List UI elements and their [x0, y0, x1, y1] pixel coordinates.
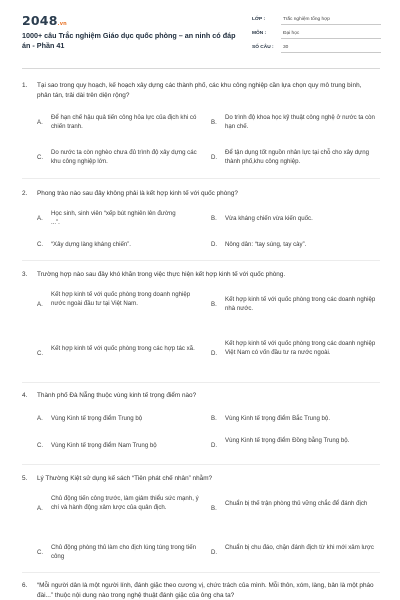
meta-subject-value: Đại học — [283, 31, 300, 36]
option-letter: C. — [37, 350, 44, 357]
question-separator — [22, 178, 380, 179]
option-letter: B. — [211, 119, 217, 126]
option-text: Học sinh, sinh viên “xếp bút nghiên lên đường ...”. — [51, 210, 176, 227]
option-text: Vùng Kinh tế trọng điểm Nam Trung bộ — [51, 442, 157, 449]
option-text: Kết hợp kinh tế với quốc phòng trong các hợp tác xã. — [51, 345, 195, 352]
option-letter: D. — [211, 442, 218, 449]
option-text: Chuẩn bị thế trận phòng thủ vững chắc để đánh địch — [225, 500, 368, 507]
option-letter: A. — [37, 415, 43, 422]
option-text: Vùng Kinh tế trọng điểm Bắc Trung bộ. — [225, 415, 331, 422]
option-letter: B. — [211, 415, 217, 422]
question-number: 4. — [22, 392, 28, 399]
option-text: Do nước ta còn nghèo chưa đủ trình độ xây dựng các khu công nghiệp lớn. — [51, 149, 197, 166]
question-number: 6. — [22, 582, 28, 589]
question-text: Phong trào nào sau đây không phải là kết hợp kinh tế với quốc phòng? — [37, 190, 238, 197]
option-letter: D. — [211, 241, 218, 248]
option-text: Vùng Kinh tế trọng điểm Trung bộ — [51, 415, 143, 422]
option-text: Để hạn chế hậu quả tiến công hỏa lực của địch khi có chiến tranh. — [51, 114, 197, 131]
option-letter: D. — [211, 154, 218, 161]
option-text: Để tận dụng tốt nguồn nhân lực tại chỗ cho xây dựng thành phố,khu công nghiệp. — [225, 149, 370, 166]
question-text: Thành phố Đà Nẵng thuộc vùng kinh tế trọng điểm nào? — [37, 392, 197, 399]
meta-underline — [281, 38, 381, 39]
logo-text: 2048 — [22, 13, 58, 28]
question-text: “Mỗi người dân là một người lính, đánh giặc theo cương vị, chức trách của mình. Mỗi thôn, xóm, làng, bản là một pháo đài...” thuộc nội dung nào trong nghệ thuật đánh giặc của ông cha ta? — [37, 582, 374, 599]
option-text: Do trình độ khoa học kỹ thuật công nghệ ở nước ta còn hạn chế. — [225, 114, 375, 131]
option-letter: A. — [37, 119, 43, 126]
option-letter: C. — [37, 442, 44, 449]
question-separator — [22, 260, 380, 261]
option-text: Vùng Kinh tế trọng điểm Đồng bằng Trung bộ. — [225, 437, 350, 444]
question-number: 1. — [22, 82, 28, 89]
option-letter: C. — [37, 154, 44, 161]
meta-underline — [281, 24, 381, 25]
meta-class-value: Trắc nghiệm tổng hợp — [283, 17, 330, 22]
option-letter: B. — [211, 215, 217, 222]
question-separator — [22, 464, 380, 465]
meta-count-key: SỐ CÂU : — [252, 45, 274, 50]
option-text: Chủ động phòng thủ làm cho địch lúng túng trong tiến công — [51, 544, 197, 561]
meta-class-key: LỚP : — [252, 17, 266, 22]
option-text: Chủ động tiến công trước, làm giảm thiểu sức mạnh, ý chí và hành động xâm lược của quân địch. — [51, 495, 199, 512]
question-number: 5. — [22, 475, 28, 482]
question-separator — [22, 572, 380, 573]
question-text: Lý Thường Kiệt sử dụng kế sách “Tiên phát chế nhân” nhằm? — [37, 475, 213, 482]
option-letter: D. — [211, 549, 218, 556]
question-text: Tại sao trong quy hoạch, kế hoạch xây dựng các thành phố, các khu công nghiệp cần lựa chọn quy mô trung bình, phân tán, trải dài trên diện rộng? — [37, 82, 362, 99]
option-letter: C. — [37, 549, 44, 556]
option-letter: B. — [211, 301, 217, 308]
option-letter: A. — [37, 505, 43, 512]
question-number: 2. — [22, 190, 28, 197]
option-letter: D. — [211, 350, 218, 357]
option-text: Nông dân: “tay súng, tay cày”. — [225, 241, 307, 248]
option-text: Vừa kháng chiến vừa kiến quốc. — [225, 215, 313, 222]
document-header — [0, 0, 400, 66]
option-text: Chuẩn bị chu đáo, chặn đánh địch từ khi mới xâm lược — [225, 544, 374, 551]
option-text: Kết hợp kinh tế với quốc phòng trong các doanh nghiệp Việt Nam có vốn đầu tư ra nước ngoài. — [225, 340, 376, 357]
option-letter: A. — [37, 215, 43, 222]
logo-suffix: .vn — [57, 21, 67, 27]
question-text: Trường hợp nào sau đây khó khăn trong việc thực hiện kết hợp kinh tế với quốc phòng. — [37, 271, 286, 278]
option-text: Kết hợp kinh tế với quốc phòng trong các doanh nghiệp nhà nước. — [225, 296, 376, 313]
option-letter: A. — [37, 301, 43, 308]
option-text: “Xây dựng làng kháng chiến”. — [51, 241, 131, 248]
meta-subject-key: MÔN : — [252, 31, 267, 36]
question-number: 3. — [22, 271, 28, 278]
meta-count-value: 30 — [283, 45, 289, 50]
meta-underline — [281, 52, 381, 53]
option-text: Kết hợp kinh tế với quốc phòng trong doanh nghiệp nước ngoài đầu tư tại Việt Nam. — [51, 291, 191, 308]
header-divider — [22, 68, 380, 69]
site-logo[interactable] — [22, 13, 67, 28]
document-title: 1000+ câu Trắc nghiệm Giáo dục quốc phòng – an ninh có đáp án - Phần 41 — [22, 31, 236, 50]
option-letter: C. — [37, 241, 44, 248]
question-separator — [22, 382, 380, 383]
option-letter: B. — [211, 505, 217, 512]
